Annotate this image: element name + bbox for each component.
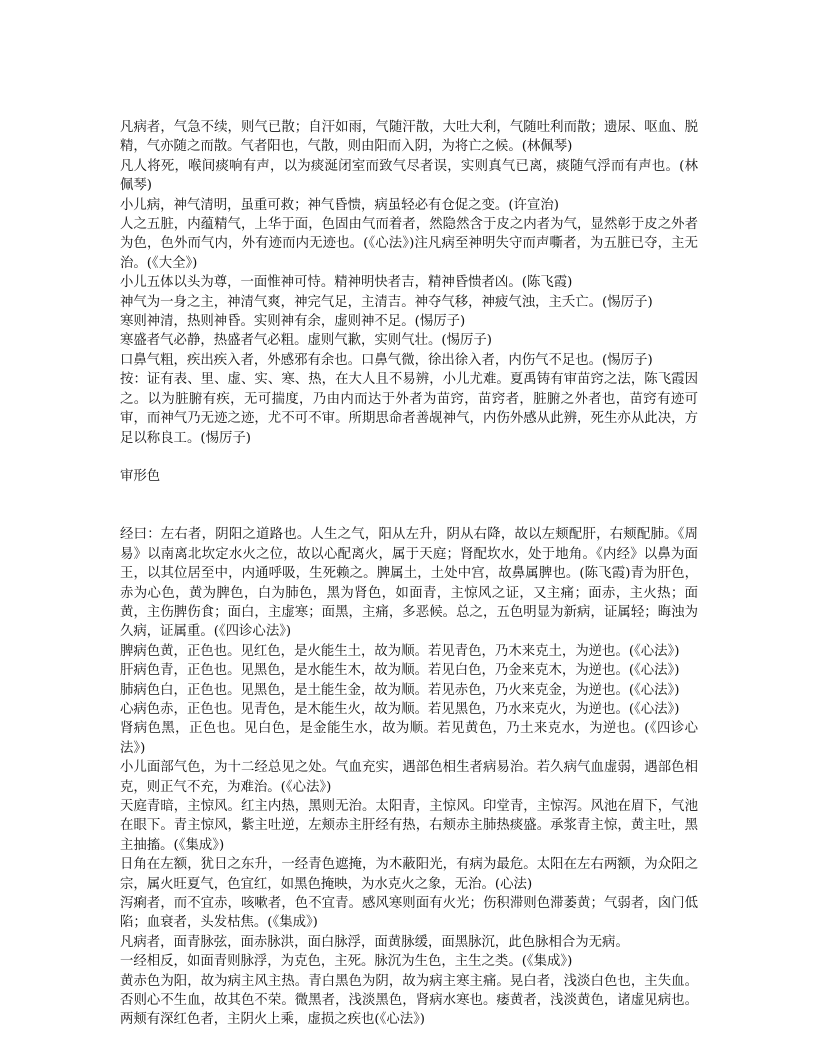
paragraph: 凡病者，气急不续，则气已散；自汗如雨，气随汗散，大吐大利，气随吐利而散；遗尿、呕血、脱精，气亦随之而散。气者阳也，气散，则由阳而入阴，为将亡之候。(林佩琴) — [120, 120, 698, 155]
paragraph: 肺病色白，正色也。见黑色，是土能生金，故为顺。若见赤色，乃火来克金，为逆也。(《心法》) — [120, 682, 680, 698]
paragraph: 黄赤色为阳，故为病主风主热。青白黑色为阴，故为病主寒主痛。晃白者，浅淡白色也，主失血。否则心不生血，故其色不荣。微黑者，浅淡黑色，肾病水寒也。痿黄者，浅淡黄色，诸虚见病也。两颊有深红色者，主阴火上乘，虚损之疾也(《心法》) — [120, 973, 698, 1028]
paragraph: 神气为一身之主，神清气爽，神完气足，主清吉。神夺气移，神疲气浊，主夭亡。(惕厉子) — [120, 294, 653, 310]
paragraph: 天庭青暗，主惊风。红主内热，黑则无治。太阳青，主惊风。印堂青，主惊泻。风池在眉下，气池在眼下。青主惊风，紫主吐逆，左颊赤主肝经有热，右颊赤主肺热痰盛。承浆青主惊，黄主吐，黑主抽搐。(《集成》) — [120, 799, 698, 853]
spacer — [120, 486, 698, 525]
section-examine-form-color — [120, 525, 698, 1030]
paragraph: 口鼻气粗，疾出疾入者，外感邪有余也。口鼻气微，徐出徐入者，内伤气不足也。(惕厉子) — [120, 352, 653, 368]
paragraph: 日角在左额，犹日之东升，一经青色遮掩，为木蔽阳光，有病为最危。太阳在左右两额，为众阳之宗，属火旺夏气，色宜红，如黑色掩映，为水克火之象，无治。(心法) — [120, 857, 698, 892]
paragraph: 心病色赤，正色也。见青色，是木能生火，故为顺。若见黑色，乃水来克火，为逆也。(《心法》) — [120, 701, 680, 717]
paragraph: 小儿病，神气清明，虽重可救；神气昏愦，病虽轻必有仓促之变。(许宣治) — [120, 197, 559, 213]
paragraph: 寒盛者气必静，热盛者气必粗。虚则气歉，实则气壮。(惕厉子) — [120, 333, 492, 349]
paragraph: 凡病者，面青脉弦，面赤脉洪，面白脉浮，面黄脉缓，面黑脉沉，此色脉相合为无病。 — [120, 934, 629, 950]
paragraph: 凡人将死，喉间痰响有声，以为痰涎闭室而致气尽者误，实则真气已离，痰随气浮而有声也。(林佩琴) — [120, 158, 698, 194]
paragraph: 小儿五体以头为尊，一面惟神可恃。精神明快者吉，精神昏愦者凶。(陈飞霞) — [120, 275, 573, 291]
spacer — [120, 448, 698, 467]
document-page — [120, 118, 698, 1030]
section-spirit-qi — [120, 118, 698, 448]
paragraph: 小儿面部气色，为十二经总见之处。气血充实，遇部色相生者病易治。若久病气血虚弱，遇部色相克，则正气不充，为难治。(《心法》) — [120, 760, 698, 795]
section-heading: 审形色 — [120, 468, 161, 484]
paragraph: 一经相反，如面青则脉浮，为克色，主死。脉沉为生色，主生之类。(《集成》) — [120, 954, 573, 970]
paragraph: 泻痢者，而不宜赤，咳嗽者，色不宜青。感风寒则面有火光；伤积滞则色滞萎黄；气弱者，囟门低陷；血衰者，头发枯焦。(《集成》) — [120, 896, 698, 931]
paragraph: 肾病色黑，正色也。见白色，是金能生水，故为顺。若见黄色，乃土来克水，为逆也。(《四诊心法》) — [120, 721, 698, 756]
paragraph: 脾病色黄，正色也。见红色，是火能生土，故为顺。若见青色，乃木来克土，为逆也。(《心法》) — [120, 643, 680, 659]
paragraph: 人之五脏，内蕴精气，上华于面，色固由气而着者，然隐然含于皮之内者为气，显然彰于皮之外者为色，色外而气内，外有迹而内无迹也。(《心法》)注凡病至神明失守而声嘶者，为五脏已夺，主无治。(《大全》) — [120, 217, 698, 271]
paragraph: 经曰：左右者，阴阳之道路也。人生之气，阳从左升，阴从右降，故以左颊配肝，右颊配肺。《周易》以南离北坎定水火之位，故以心配离火，属于天庭；肾配坎水，处于地角。《内经》以鼻为面王，以其位居至中，内通呼吸，生死赖之。脾属土，土处中宫，故鼻属脾也。(陈飞霞)青为肝色，赤为心色，黄为脾色，白为肺色，黑为肾色，如面青，主惊风之证，又主痛；面赤，主火热；面黄，主伤脾伤食；面白，主虚寒；面黑，主痛，多恶候。总之，五色明显为新病，证属轻；晦浊为久病，证属重。(《四诊心法》) — [120, 527, 698, 640]
paragraph: 按：证有表、里、虚、实、寒、热，在大人且不易辨，小儿尤难。夏禹铸有审苗窍之法，陈飞霞因之。以为脏腑有疾，无可揣度，乃由内而达于外者为苗窍，苗窍者，脏腑之外者也，苗窍有迹可审，而神气乃无迹之迹，尤不可不审。所期思命者善觇神气，内伤外感从此辨，死生亦从此决，方足以称良工。(惕厉子) — [120, 372, 698, 446]
paragraph: 肝病色青，正色也。见黑色，是水能生木，故为顺。若见白色，乃金来克木，为逆也。(《心法》) — [120, 663, 680, 679]
paragraph: 寒则神清，热则神昏。实则神有余，虚则神不足。(惕厉子) — [120, 314, 466, 330]
